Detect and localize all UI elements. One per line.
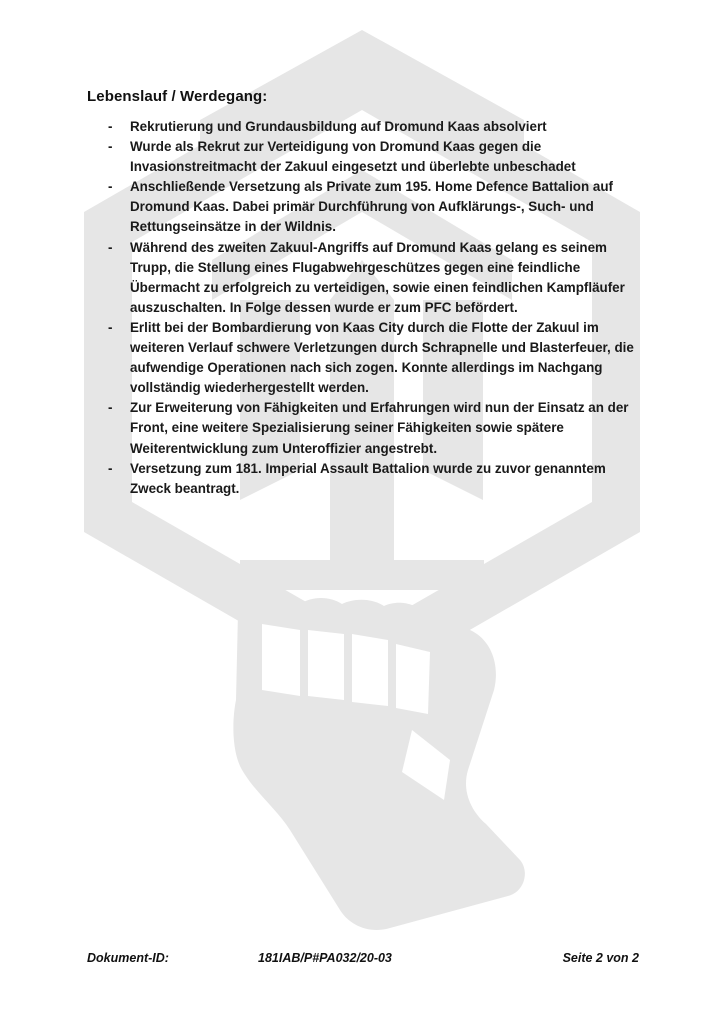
- list-item: [87, 137, 647, 177]
- career-list: [87, 117, 647, 499]
- document-id-value: 181IAB/P#PA032/20-03: [258, 951, 392, 965]
- list-bullet: -: [108, 400, 113, 416]
- list-item-text: Erlitt bei der Bombardierung von Kaas City durch die Flotte der Zakuul im weiteren Verlauf schwere Verletzungen durch Schrapnelle und Blasterfeuer, die aufwendige Operationen nach sich zogen. Konnte allerdings im Nachgang vollständig wiederhergestellt werden.: [130, 319, 634, 396]
- list-bullet: -: [108, 139, 113, 155]
- list-item-text: Anschließende Versetzung als Private zum 195. Home Defence Battalion auf Dromund Kaas. Dabei primär Durchführung von Aufklärungs-, Such- und Rettungseinsätze in der Wildnis.: [130, 179, 613, 235]
- document-id-label: Dokument-ID:: [87, 951, 169, 965]
- page-number: Seite 2 von 2: [562, 951, 639, 965]
- page-footer: [87, 951, 639, 969]
- list-bullet: -: [108, 119, 113, 134]
- list-item: [87, 117, 647, 137]
- list-item: [87, 238, 647, 318]
- section-title: Lebenslauf / Werdegang:: [87, 88, 268, 105]
- list-bullet: -: [108, 239, 113, 255]
- list-item-text: Rekrutierung und Grundausbildung auf Dromund Kaas absolviert: [130, 119, 547, 134]
- list-item-text: Versetzung zum 181. Imperial Assault Battalion wurde zu zuvor genanntem Zweck beantragt.: [130, 460, 606, 496]
- list-item: [87, 177, 647, 237]
- list-bullet: -: [108, 319, 113, 335]
- list-item: [87, 318, 647, 398]
- document-content: [87, 88, 647, 499]
- list-item-text: Während des zweiten Zakuul-Angriffs auf Dromund Kaas gelang es seinem Trupp, die Stellung eines Flugabwehrgeschützes gegen eine feindliche Übermacht zu erfolgreich zu verteidigen, sowie einen feindlichen Kampfläufer auszuschalten. In Folge dessen wurde er zum PFC befördert.: [130, 239, 625, 315]
- list-item-text: Zur Erweiterung von Fähigkeiten und Erfahrungen wird nun der Einsatz an der Front, eine weitere Spezialisierung seiner Fähigkeiten sowie spätere Weiterentwicklung zum Unteroffizier angestrebt.: [130, 400, 629, 456]
- list-item: [87, 459, 647, 499]
- list-bullet: -: [108, 460, 113, 476]
- list-item: [87, 398, 647, 458]
- list-item-text: Wurde als Rekrut zur Verteidigung von Dromund Kaas gegen die Invasionstreitmacht der Zakuul eingesetzt und überlebte unbeschadet: [130, 139, 576, 175]
- list-bullet: -: [108, 179, 113, 195]
